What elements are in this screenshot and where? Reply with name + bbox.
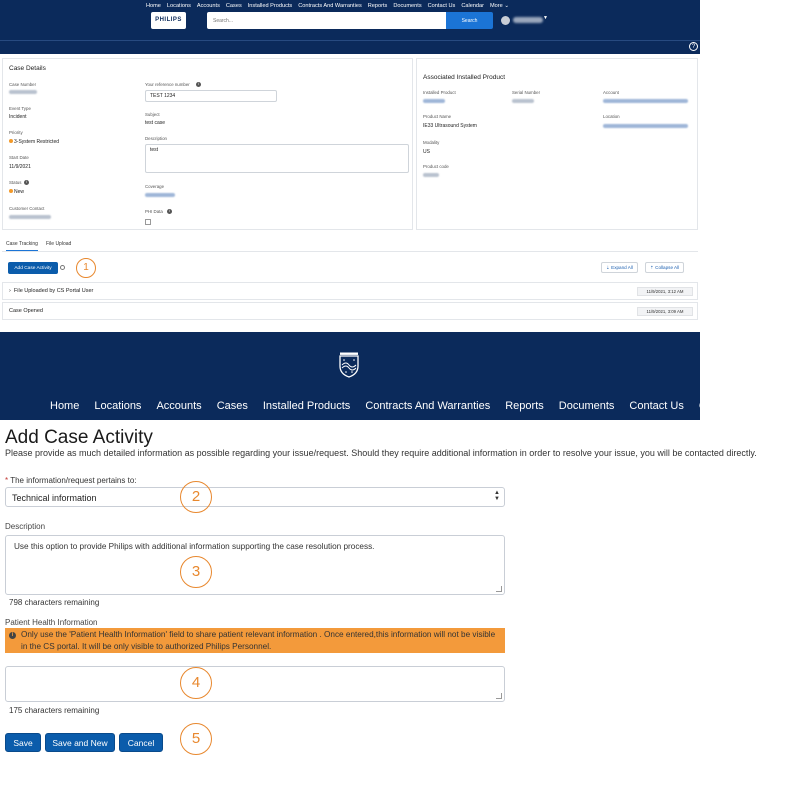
activity-row-text: › File Uploaded by CS Portal User [9, 288, 94, 294]
description-textarea[interactable]: Use this option to provide Philips with additional information supporting the case resolution process. [5, 535, 505, 595]
top-nav-item[interactable]: Calendar [461, 3, 485, 9]
top-nav-item[interactable]: Locations [166, 3, 191, 9]
info-icon[interactable]: i [196, 82, 201, 87]
cancel-button[interactable]: Cancel [119, 733, 163, 752]
coverage-label: Coverage [145, 184, 165, 189]
location-blurred [603, 124, 688, 128]
search-input[interactable] [207, 12, 446, 29]
phi-warning-banner: Only use the 'Patient Health Information' field to share patient relevant information . Once entered,this information will not be visible in the CS portal. It will be only visible to authorized Philips Personnel. [5, 628, 505, 653]
step-marker-3: 3 [180, 556, 212, 588]
product-code-blurred [423, 173, 439, 177]
product-name-value: IE33 Ultrasound System [423, 123, 477, 129]
page-title: Add Case Activity [5, 427, 153, 448]
case-details-title: Case Details [9, 65, 46, 72]
top-nav-item[interactable]: Contact Us [427, 3, 456, 9]
tab-case-tracking[interactable]: Case Tracking [6, 241, 38, 251]
save-button[interactable]: Save [5, 733, 41, 752]
customer-contact-blurred [9, 215, 51, 219]
chevron-down-icon: ⌄ [786, 401, 796, 413]
activity-row[interactable] [2, 282, 698, 300]
save-and-new-button[interactable]: Save and New [45, 733, 115, 752]
tab-file-upload[interactable]: File Upload [46, 241, 72, 247]
activity-row-text: Case Opened [9, 308, 43, 314]
serial-number-blurred [512, 99, 534, 103]
nav-item-more[interactable]: More ⌄ [758, 401, 796, 413]
step-marker-5: 5 [180, 723, 212, 755]
nav-item-contact-us[interactable]: Contact Us [629, 400, 684, 412]
philips-shield-logo[interactable] [338, 352, 360, 378]
info-icon: i [9, 632, 16, 639]
help-icon[interactable]: ? [689, 42, 698, 51]
activity-row-date: 11/9/2021, 3:09 AM [637, 307, 693, 316]
required-marker: * [5, 476, 9, 485]
chevron-right-icon[interactable]: › [9, 288, 14, 294]
description-textarea[interactable]: test [145, 144, 409, 173]
nav-item-accounts[interactable]: Accounts [156, 400, 202, 412]
step-marker-2: 2 [180, 481, 212, 513]
nav-item-home[interactable]: Home [50, 400, 80, 412]
user-name-blurred[interactable] [513, 17, 543, 23]
nav-item-locations[interactable]: Locations [94, 400, 142, 412]
step-marker-1: 1 [76, 258, 96, 278]
priority-dot-icon [9, 139, 13, 143]
step-marker-4: 4 [180, 667, 212, 699]
info-icon[interactable]: i [167, 209, 172, 214]
description-chars-remaining: 798 characters remaining [9, 598, 100, 607]
pertains-select[interactable]: Technical information [5, 487, 505, 507]
top-nav-item[interactable]: Installed Products [247, 3, 293, 9]
modality-value: US [423, 149, 430, 155]
phi-data-checkbox[interactable] [145, 219, 151, 225]
account-label: Account [603, 90, 619, 95]
nav-item-cases[interactable]: Cases [216, 400, 248, 412]
top-nav-item[interactable]: Home [146, 3, 161, 9]
pertains-label: * The information/request pertains to: [5, 476, 137, 485]
top-nav-list [146, 3, 509, 9]
product-name-label: Product Name [423, 114, 452, 119]
phi-chars-remaining: 175 characters remaining [9, 706, 100, 715]
location-label: Location [603, 114, 620, 119]
top-nav-item-more[interactable]: More ⌄ [490, 3, 510, 9]
serial-number-label: Serial Number [512, 90, 541, 95]
reference-input[interactable]: TEST 1234 [145, 90, 277, 102]
resize-handle-icon[interactable] [496, 693, 502, 699]
philips-logo[interactable]: PHILIPS [151, 12, 186, 29]
case-tabs [2, 240, 698, 252]
description-label: Description [145, 136, 167, 141]
search-button[interactable]: Search [446, 12, 493, 29]
top-nav-item[interactable]: Documents [393, 3, 422, 9]
installed-product-blurred [423, 99, 445, 103]
top-nav-bar [0, 40, 700, 54]
intro-text: Please provide as much detailed information as possible regarding your issue/request. Should they require additional information in order to resolve your issue, you will be contacted directly. [5, 448, 757, 458]
top-nav-item[interactable]: Accounts [196, 3, 220, 9]
main-nav-list [50, 400, 796, 413]
event-type-value: Incident [9, 114, 27, 120]
nav-item-calendar[interactable]: Calendar [698, 400, 744, 412]
priority-label: Priority [9, 130, 23, 135]
account-blurred [603, 99, 688, 103]
subject-label: Subject [145, 112, 160, 117]
activity-row-date: 11/9/2021, 3:12 AM [637, 287, 693, 296]
chevron-down-icon[interactable]: ▼ [543, 15, 548, 21]
select-arrows-icon: ▲ ▼ [494, 490, 500, 502]
subject-value: test case [145, 120, 166, 126]
nav-item-documents[interactable]: Documents [558, 400, 615, 412]
start-date-label: Start Date [9, 155, 29, 160]
modality-label: Modality [423, 140, 440, 145]
add-case-activity-button[interactable]: Add Case Activity [8, 262, 58, 274]
top-nav-item[interactable]: Contracts And Warranties [298, 3, 362, 9]
phi-label: Patient Health Information [5, 618, 98, 627]
phi-data-label: PHI Data [145, 209, 163, 214]
installed-product-label: Installed Product [423, 90, 456, 95]
status-dot-icon [9, 189, 13, 193]
user-avatar[interactable] [501, 16, 510, 25]
expand-all-button[interactable]: ⇣ Expand All [601, 262, 638, 273]
phi-textarea[interactable] [5, 666, 505, 702]
resize-handle-icon[interactable] [496, 586, 502, 592]
event-type-label: Event Type [9, 106, 31, 111]
reference-label: Your reference number [145, 82, 190, 87]
status-label: Status [9, 180, 22, 185]
description-label: Description [5, 522, 46, 531]
case-number-blurred [9, 90, 37, 94]
top-nav-item[interactable]: Cases [225, 3, 242, 9]
associated-product-panel [416, 58, 698, 230]
info-icon[interactable]: i [24, 180, 29, 185]
top-nav-item[interactable]: Reports [367, 3, 388, 9]
nav-item-reports[interactable]: Reports [505, 400, 544, 412]
product-code-label: Product code [423, 164, 449, 169]
start-date-value: 11/9/2021 [9, 164, 31, 170]
status-value: New [9, 189, 24, 195]
expand-icon: ⇣ [606, 264, 612, 270]
nav-item-contracts[interactable]: Contracts And Warranties [365, 400, 491, 412]
collapse-all-button[interactable]: ⇡ Collapse All [645, 262, 684, 273]
associated-product-title: Associated Installed Product [423, 74, 506, 81]
case-number-label: Case Number [9, 82, 37, 87]
priority-value: 3-System Restricted [9, 139, 59, 145]
collapse-icon: ⇡ [650, 264, 656, 270]
info-icon[interactable] [60, 265, 65, 270]
activity-row[interactable] [2, 302, 698, 320]
nav-item-installed-products[interactable]: Installed Products [262, 400, 351, 412]
coverage-blurred [145, 193, 175, 197]
customer-contact-label: Customer Contact [9, 206, 45, 211]
